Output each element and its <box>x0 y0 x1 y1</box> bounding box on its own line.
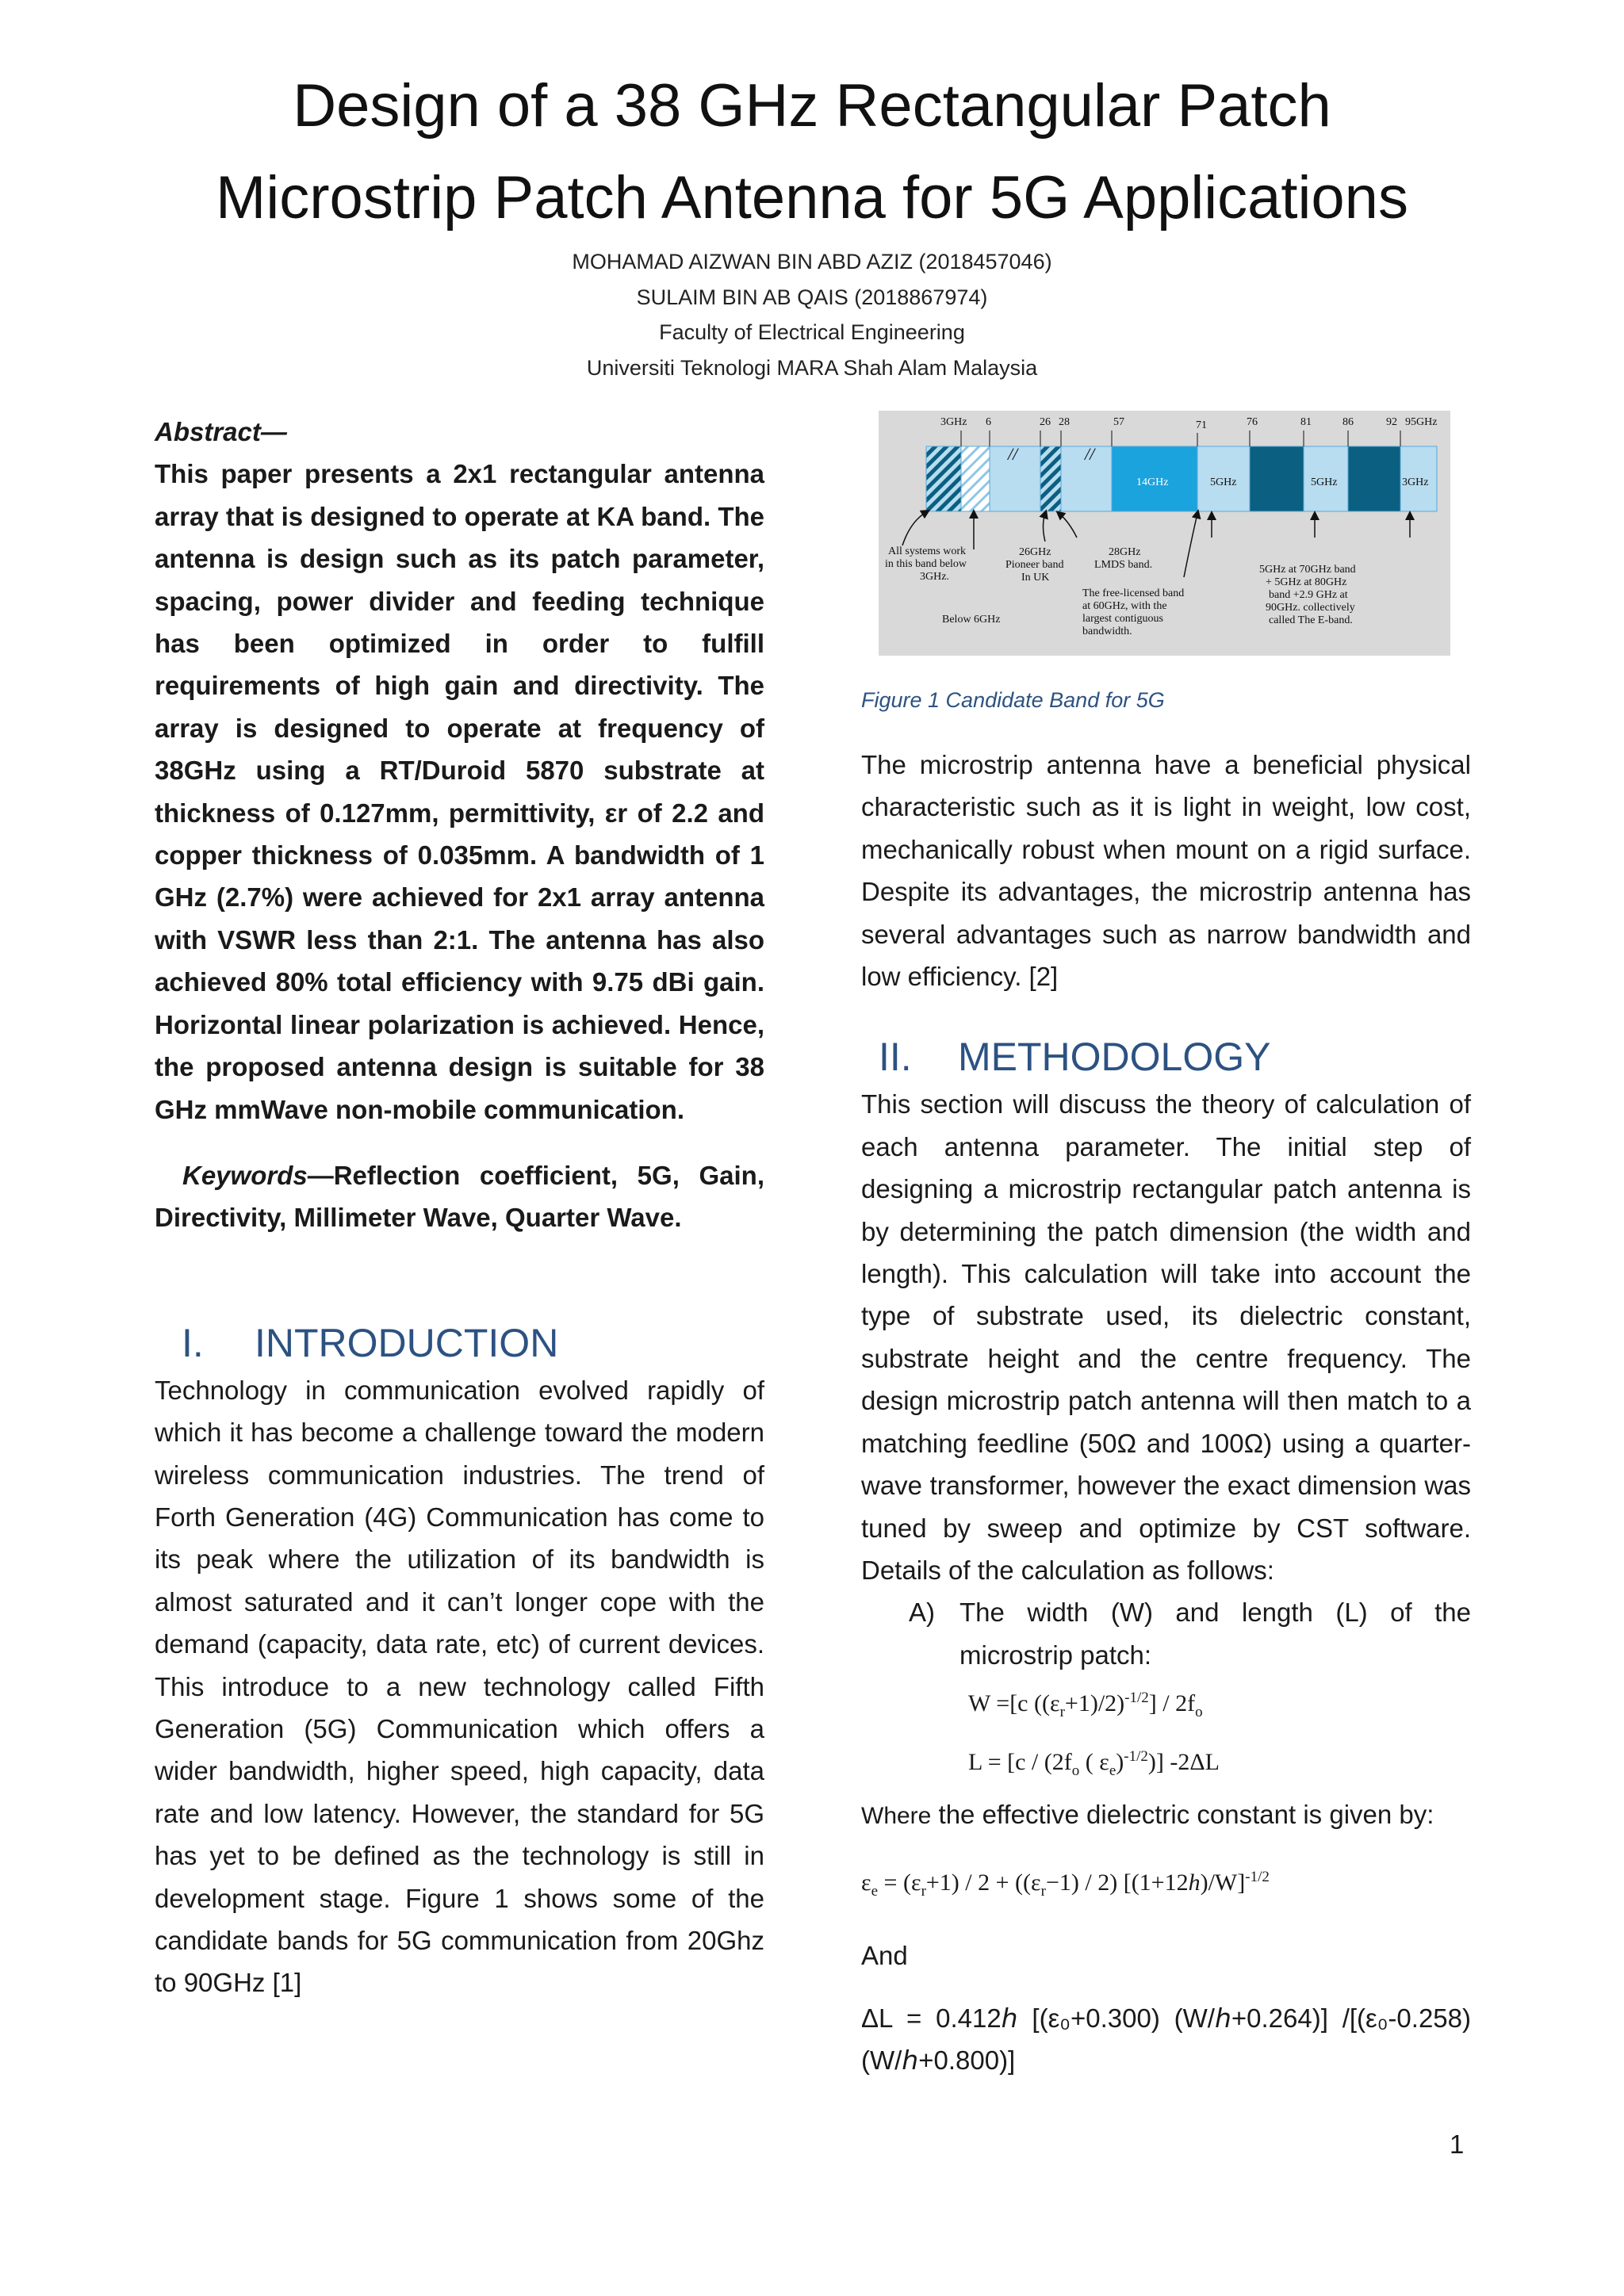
annotation-line: Pioneer band <box>1005 559 1064 571</box>
band-segment <box>926 446 961 511</box>
left-column <box>155 411 764 2004</box>
annotation-line: Below 6GHz <box>942 614 1001 626</box>
where-rest: the effective dielectric constant is given by: <box>931 1800 1434 1830</box>
annotation-line: In UK <box>1021 572 1050 584</box>
tick-label: 95GHz <box>1405 416 1438 428</box>
annotation-line: 90GHz. collectively <box>1266 602 1355 614</box>
tick-label: 76 <box>1247 416 1258 428</box>
annotation-line: LMDS band. <box>1094 559 1153 571</box>
right-column <box>861 744 1471 2082</box>
band-segment <box>1040 446 1061 511</box>
equation-delta-l: ΔL = 0.412ℎ [(ε₀+0.300) (W/ℎ+0.264)] /[(ε₀-0.258) (W/ℎ+0.800)] <box>861 2003 1471 2076</box>
annotation-line: called The E-band. <box>1269 614 1353 626</box>
methodology-number: II. <box>879 1035 912 1080</box>
author-block <box>0 244 1624 385</box>
introduction-title: INTRODUCTION <box>255 1320 559 1365</box>
list-item-a <box>861 1591 1471 1676</box>
annotation-line: 28GHz <box>1109 546 1141 558</box>
tick-label: 81 <box>1300 416 1312 428</box>
tick-label: 86 <box>1342 416 1354 428</box>
where-line <box>861 1793 1471 1837</box>
page-number: 1 <box>1450 2130 1465 2159</box>
introduction-heading <box>155 1318 764 1368</box>
figure-candidate-bands <box>879 411 1450 656</box>
title-line-1: Design of a 38 GHz Rectangular Patch <box>293 72 1331 140</box>
title-line-2: Microstrip Patch Antenna for 5G Applications <box>216 164 1408 232</box>
annotation-line: + 5GHz at 80GHz <box>1266 576 1347 588</box>
tick-label: 6 <box>986 416 991 428</box>
paper-title <box>0 60 1624 244</box>
where-word: Where <box>861 1803 932 1830</box>
list-item-text: The width (W) and length (L) of the microstrip patch: <box>959 1598 1471 1670</box>
tick-label: 92 <box>1386 416 1397 428</box>
annotation-line: in this band below <box>885 558 967 570</box>
annotation-line: at 60GHz, with the <box>1082 600 1167 612</box>
keywords <box>155 1154 764 1239</box>
author-1: MOHAMAD AIZWAN BIN ABD AZIZ (2018457046) <box>572 250 1052 274</box>
abstract-heading: Abstract— <box>155 417 287 446</box>
tick-label: 28 <box>1059 416 1070 428</box>
band-segment <box>961 446 990 511</box>
band-segment <box>1250 446 1304 511</box>
figure-caption: Figure 1 Candidate Band for 5G <box>861 688 1165 712</box>
introduction-body: Technology in communication evolved rapidly of which it has become a challenge toward the modern wireless communication industries. The trend of Forth Generation (4G) Communication has come to its peak where the utilization of its bandwidth is almost saturated and it can’t longer cope with the demand (capacity, data rate, etc) of current devices. This introduce to a new technology called Fifth Generation (5G) Communication which offers a wider bandwidth, higher speed, high capacity, data rate and low latency. However, the standard for 5G has yet to be defined as the technology is still in development stage. Figure 1 shows some of the candidate bands for 5G communication from 20Ghz to 90GHz [1] <box>155 1375 764 1998</box>
tick-label: 57 <box>1113 416 1124 428</box>
methodology-title: METHODOLOGY <box>958 1035 1271 1080</box>
introduction-number: I. <box>182 1320 204 1365</box>
band-label: 14GHz <box>1136 476 1169 488</box>
annotation-line: The free-licensed band <box>1082 587 1185 599</box>
list-item-label: A) <box>909 1598 935 1628</box>
band-segment <box>1348 446 1400 511</box>
band-label: 3GHz <box>1402 476 1429 488</box>
annotation-line: bandwidth. <box>1082 626 1132 637</box>
equation-effective-permittivity: $\varepsilon_e = (\varepsilon_r+1) / 2 + ((\varepsilon_r-1) / 2)$ $[(1+12h)/W]^{-1/2}$ <box>861 1868 1270 1900</box>
microstrip-paragraph: The microstrip antenna have a beneficial physical characteristic such as it is light in weight, low cost, mechanically robust when mount on a rigid surface. Despite its advantages, the microstrip antenna has several advantages such as narrow bandwidth and low efficiency. [2] <box>861 750 1471 992</box>
tick-label: 3GHz <box>940 416 967 428</box>
equation-length: $L = [c / (2f_o$ ( $\varepsilon_e)^{-1/2}$)] -2ΔL <box>968 1748 1220 1780</box>
band-label: 5GHz <box>1210 476 1237 488</box>
axis-break-icon: // <box>1085 444 1095 464</box>
tick-label: 26 <box>1040 416 1051 428</box>
keywords-label: Keywords <box>182 1160 308 1190</box>
keywords-text: —Reflection coefficient, 5G, Gain, Directivity, Millimeter Wave, Quarter Wave. <box>155 1160 764 1233</box>
author-2: SULAIM BIN AB QAIS (2018867974) <box>636 285 988 309</box>
faculty: Faculty of Electrical Engineering <box>659 320 965 344</box>
methodology-heading <box>861 1032 1471 1081</box>
annotation-line: All systems work <box>888 545 966 557</box>
band-diagram <box>879 411 1450 656</box>
university: Universiti Teknologi MARA Shah Alam Malaysia <box>586 355 1038 380</box>
and-word: And <box>861 1940 908 1970</box>
annotation-line: 26GHz <box>1019 546 1051 558</box>
annotation-line: largest contiguous <box>1082 613 1164 625</box>
abstract-body: This paper presents a 2x1 rectangular antenna array that is designed to operate at KA band. The antenna is design such as its patch parameter, spacing, power divider and feeding technique has been optimized in order to fulfill requirements of high gain and directivity. The array is designed to operate at frequency of 38GHz using a RT/Duroid 5870 substrate at thickness of 0.127mm, permittivity, εr of 2.2 and copper thickness of 0.035mm. A bandwidth of 1 GHz (2.7%) were achieved for 2x1 array antenna with VSWR less than 2:1. The antenna has also achieved 80% total efficiency with 9.75 dBi gain. Horizontal linear polarization is achieved. Hence, the proposed antenna design is suitable for 38 GHz mmWave non-mobile communication. <box>155 459 764 1124</box>
band-label: 5GHz <box>1311 476 1338 488</box>
equation-width: W =[c $((\varepsilon_r+1)/2)^{-1/2}] / 2f_o$ <box>968 1689 1203 1721</box>
tick-label: 71 <box>1196 419 1207 431</box>
annotation-line: 3GHz. <box>920 571 949 583</box>
annotation-line: band +2.9 GHz at <box>1269 589 1348 601</box>
axis-break-icon: // <box>1008 444 1018 464</box>
methodology-body: This section will discuss the theory of calculation of each antenna parameter. The initial step of designing a microstrip rectangular patch antenna is by determining the patch dimension (the width and length). This calculation will take into account the type of substrate used, its dielectric constant, substrate height and the centre frequency. The design microstrip patch antenna will then match to a matching feedline (50Ω and 100Ω) using a quarter-wave transformer, however the exact dimension was tuned by sweep and optimize by CST software. Details of the calculation as follows: <box>861 1089 1471 1585</box>
annotation-line: 5GHz at 70GHz band <box>1259 564 1356 576</box>
